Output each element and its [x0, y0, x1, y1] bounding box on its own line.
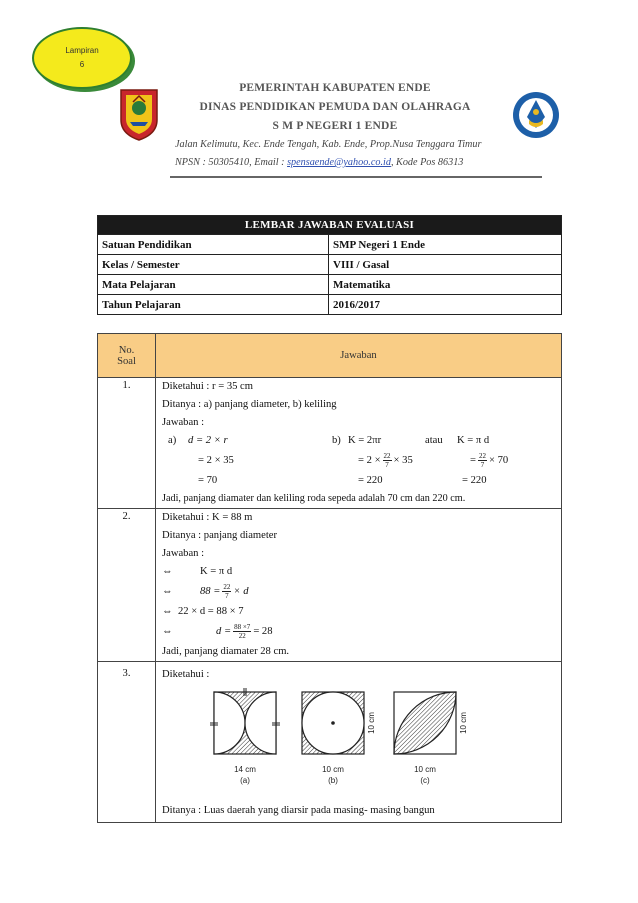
q2-step-2: ⇔ 88 = $\frac{22}{7}$ × d [162, 583, 249, 601]
q2-diketahui: Diketahui : K = 88 m [162, 512, 253, 523]
header-government-line: PEMERINTAH KABUPATEN ENDE [239, 82, 431, 94]
q1-conclusion: Jadi, panjang diamater dan keliling roda sepeda adalah 70 cm dan 220 cm. [162, 493, 466, 504]
q3-figures [162, 684, 557, 796]
header-divider [170, 176, 542, 178]
figure-b [302, 692, 376, 785]
info-table [97, 215, 562, 315]
q1-jawaban: Jawaban : [162, 417, 205, 428]
column-header-no-line1: No. [118, 345, 135, 356]
header-school-name: S M P NEGERI 1 ENDE [272, 120, 398, 132]
figure-c-caption: (c) [420, 776, 430, 785]
info-row [98, 235, 562, 255]
figure-b-width-label: 10 cm [322, 765, 344, 774]
figure-a-caption: (a) [240, 776, 250, 785]
q2-step-1: ⇔ K = π d [162, 566, 233, 577]
figure-c-width-label: 10 cm [414, 765, 436, 774]
question-number: 1. [98, 378, 156, 509]
info-label: Satuan Pendidikan [98, 235, 329, 255]
email-link[interactable]: spensaende@yahoo.co.id [287, 157, 391, 168]
figure-c-height-label: 10 cm [459, 712, 468, 734]
info-row [98, 255, 562, 275]
info-label: Mata Pelajaran [98, 275, 329, 295]
column-header-jawaban: Jawaban [156, 334, 562, 378]
info-value: 2016/2017 [329, 295, 562, 315]
badge-label: Lampiran [65, 46, 99, 55]
q2-step-4: ⇔ d = $\frac{88 \times 7}{22}$ = 28 [162, 623, 273, 641]
q2-jawaban: Jawaban : [162, 548, 205, 559]
figure-a-width-label: 14 cm [234, 765, 256, 774]
q1-step-1: a) d = 2 × r b) K = 2πr atau K = π d [168, 435, 490, 446]
q1-diketahui: Diketahui : r = 35 cm [162, 381, 253, 392]
header-contact [175, 157, 535, 168]
q1-step-2: = 2 × 35 = 2 × $\frac{22}{7}$ × 35 = $\frac{22}{7}$ × 70 [198, 452, 509, 470]
figure-b-height-label: 10 cm [367, 712, 376, 734]
badge-number: 6 [79, 60, 85, 69]
q1-step-3: = 70 = 220 = 220 [198, 475, 487, 486]
info-table-title: LEMBAR JAWABAN EVALUASI [98, 216, 562, 235]
shaded-area-figures [206, 686, 506, 798]
npsn-text: NPSN : 50305410, Email : [175, 157, 288, 168]
tut-wuri-handayani-logo [511, 90, 561, 140]
figure-a [210, 688, 280, 785]
lampiran-badge [32, 27, 132, 89]
figure-b-caption: (b) [328, 776, 338, 785]
info-row [98, 295, 562, 315]
column-header-no [98, 334, 156, 378]
figure-c [394, 692, 468, 785]
question-number: 3. [98, 662, 156, 823]
q2-step-3: ⇔ 22 × d = 88 × 7 [162, 606, 244, 617]
answer-cell [156, 662, 562, 823]
info-value: SMP Negeri 1 Ende [329, 235, 562, 255]
answer-table [97, 333, 562, 823]
answer-row-1 [98, 378, 562, 509]
info-row [98, 275, 562, 295]
q3-ditanya: Ditanya : Luas daerah yang diarsir pada masing- masing bangun [162, 805, 435, 816]
q2-conclusion: Jadi, panjang diamater 28 cm. [162, 646, 290, 657]
kode-pos-text: , Kode Pos 86313 [390, 157, 464, 168]
header-address: Jalan Kelimutu, Kec. Ende Tengah, Kab. Ende, Prop.Nusa Tenggara Timur [175, 139, 482, 150]
header-department-line: DINAS PENDIDIKAN PEMUDA DAN OLAHRAGA [199, 101, 471, 113]
answer-row-3 [98, 662, 562, 823]
info-label: Kelas / Semester [98, 255, 329, 275]
ende-regency-crest-logo [118, 86, 160, 142]
q1-ditanya: Ditanya : a) panjang diameter, b) keliling [162, 399, 337, 410]
q3-diketahui: Diketahui : [162, 669, 210, 680]
question-number: 2. [98, 509, 156, 662]
answer-cell [156, 509, 562, 662]
answer-cell [156, 378, 562, 509]
info-value: VIII / Gasal [329, 255, 562, 275]
column-header-no-line2: Soal [117, 356, 136, 367]
info-value: Matematika [329, 275, 562, 295]
info-label: Tahun Pelajaran [98, 295, 329, 315]
q2-ditanya: Ditanya : panjang diameter [162, 530, 278, 541]
answer-row-2 [98, 509, 562, 662]
